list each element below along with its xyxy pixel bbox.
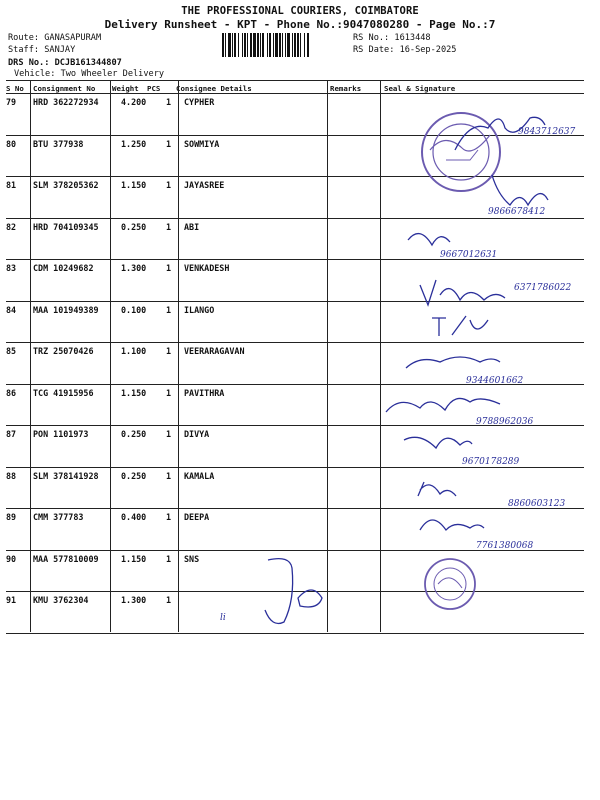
row-consignment-no: HRD 362272934	[33, 97, 99, 107]
handwritten-phone: 7761380068	[476, 541, 534, 551]
handwritten-phone: 6371786022	[514, 283, 572, 293]
row-pcs: 1	[166, 263, 172, 273]
row-weight: 1.300	[121, 263, 147, 273]
handwritten-phone: 9866678412	[488, 207, 546, 217]
courier-seal-stamp	[422, 113, 500, 191]
drs-number: DRS No.: DCJB161344807	[8, 58, 122, 68]
handwritten-phone: 9344601662	[466, 376, 524, 386]
row-sno: 91	[6, 595, 17, 605]
signature-85	[406, 357, 500, 368]
signature-83	[420, 280, 505, 305]
handwritten-phone: 8860603123	[508, 499, 566, 509]
row-consignment-no: TRZ 25070426	[33, 346, 94, 356]
row-pcs: 1	[166, 304, 172, 315]
row-consignee: PAVITHRA	[184, 387, 225, 398]
row-sno: 81	[6, 180, 17, 190]
signature-91b	[298, 590, 322, 607]
row-sno: 86	[6, 387, 17, 398]
row-weight: 0.100	[121, 304, 147, 315]
row-sno: 88	[6, 470, 17, 481]
staff-label: Staff: SANJAY	[8, 45, 76, 55]
row-weight: 4.200	[121, 97, 147, 107]
row-consignment-no: MAA 577810009	[33, 553, 99, 564]
row-weight: 1.100	[121, 346, 147, 356]
row-sno: 79	[6, 97, 17, 107]
row-sno: 80	[6, 138, 17, 149]
company-title: THE PROFESSIONAL COURIERS, COIMBATORE	[181, 5, 419, 17]
row-consignment-no: PON 1101973	[33, 429, 89, 439]
row-sno: 90	[6, 553, 17, 564]
row-pcs: 1	[166, 429, 172, 439]
mark-to	[432, 316, 488, 336]
vehicle-label: Vehicle: Two Wheeler Delivery	[14, 69, 165, 79]
row-pcs: 1	[166, 470, 172, 481]
row-consignee: SNS	[184, 553, 200, 564]
handwritten-mark: li	[220, 613, 226, 623]
row-pcs: 1	[166, 387, 172, 398]
row-weight: 0.250	[121, 429, 147, 439]
row-consignee: VEERARAGAVAN	[184, 346, 245, 356]
col-header-pcs: PCS	[147, 84, 161, 93]
signature-88	[418, 482, 456, 496]
row-weight: 1.250	[121, 138, 147, 149]
col-header-consignee: Consignee Details	[176, 84, 252, 93]
row-consignment-no: CDM 10249682	[33, 263, 94, 273]
row-pcs: 1	[166, 346, 172, 356]
row-weight: 1.150	[121, 387, 147, 398]
row-consignee: JAYASREE	[184, 180, 225, 190]
row-sno: 83	[6, 263, 17, 273]
row-consignment-no: CMM 377783	[33, 512, 84, 522]
row-pcs: 1	[166, 553, 172, 564]
row-consignment-no: KMU 3762304	[33, 595, 89, 605]
row-pcs: 1	[166, 180, 172, 190]
row-consignment-no: SLM 378141928	[33, 470, 99, 481]
signature-91	[265, 559, 293, 624]
row-pcs: 1	[166, 97, 172, 107]
rs-date: RS Date: 16-Sep-2025	[353, 45, 457, 55]
signature-89	[420, 520, 484, 530]
row-sno: 89	[6, 512, 17, 522]
row-consignment-no: MAA 101949389	[33, 304, 99, 315]
row-consignment-no: TCG 41915956	[33, 387, 94, 398]
row-sno: 82	[6, 221, 17, 232]
row-consignee: VENKADESH	[184, 263, 230, 273]
row-weight: 0.400	[121, 512, 147, 522]
col-header-sno: S No	[6, 84, 24, 93]
row-sno: 85	[6, 346, 17, 356]
row-sno: 87	[6, 429, 17, 439]
row-sno: 84	[6, 304, 17, 315]
col-header-weight: Weight	[112, 84, 139, 93]
row-pcs: 1	[166, 595, 172, 605]
row-consignee: SOWMIYA	[184, 138, 220, 149]
row-consignee: ILANGO	[184, 304, 215, 315]
row-consignment-no: HRD 704109345	[33, 221, 99, 232]
row-pcs: 1	[166, 512, 172, 522]
signature-86	[386, 398, 500, 412]
signature-82	[408, 234, 450, 245]
row-weight: 1.150	[121, 180, 147, 190]
row-consignment-no: SLM 378205362	[33, 180, 99, 190]
row-weight: 0.250	[121, 470, 147, 481]
col-header-remarks: Remarks	[330, 84, 362, 93]
rs-number: RS No.: 1613448	[353, 33, 431, 43]
row-consignee: CYPHER	[184, 97, 215, 107]
row-consignee: DEEPA	[184, 512, 210, 522]
col-header-consignment: Consignment No	[33, 84, 96, 93]
handwritten-phone: 9667012631	[440, 250, 498, 260]
route-label: Route: GANASAPURAM	[8, 33, 102, 43]
signature-87	[404, 437, 472, 448]
handwritten-phone: 9843712637	[518, 127, 576, 137]
row-consignee: KAMALA	[184, 470, 215, 481]
handwritten-phone: 9788962036	[476, 417, 534, 427]
row-weight: 1.300	[121, 595, 147, 605]
courier-seal-stamp-2	[425, 559, 475, 609]
row-pcs: 1	[166, 138, 172, 149]
signature-81	[492, 175, 548, 205]
col-header-seal: Seal & Signature	[384, 84, 456, 93]
row-consignee: ABI	[184, 221, 200, 232]
runsheet-title: Delivery Runsheet - KPT - Phone No.:9047080280 - Page No.:7	[104, 18, 496, 31]
row-weight: 1.150	[121, 553, 147, 564]
row-consignee: DIVYA	[184, 429, 210, 439]
row-pcs: 1	[166, 221, 172, 232]
handwritten-phone: 9670178289	[462, 457, 520, 467]
row-weight: 0.250	[121, 221, 147, 232]
row-consignment-no: BTU 377938	[33, 138, 84, 149]
